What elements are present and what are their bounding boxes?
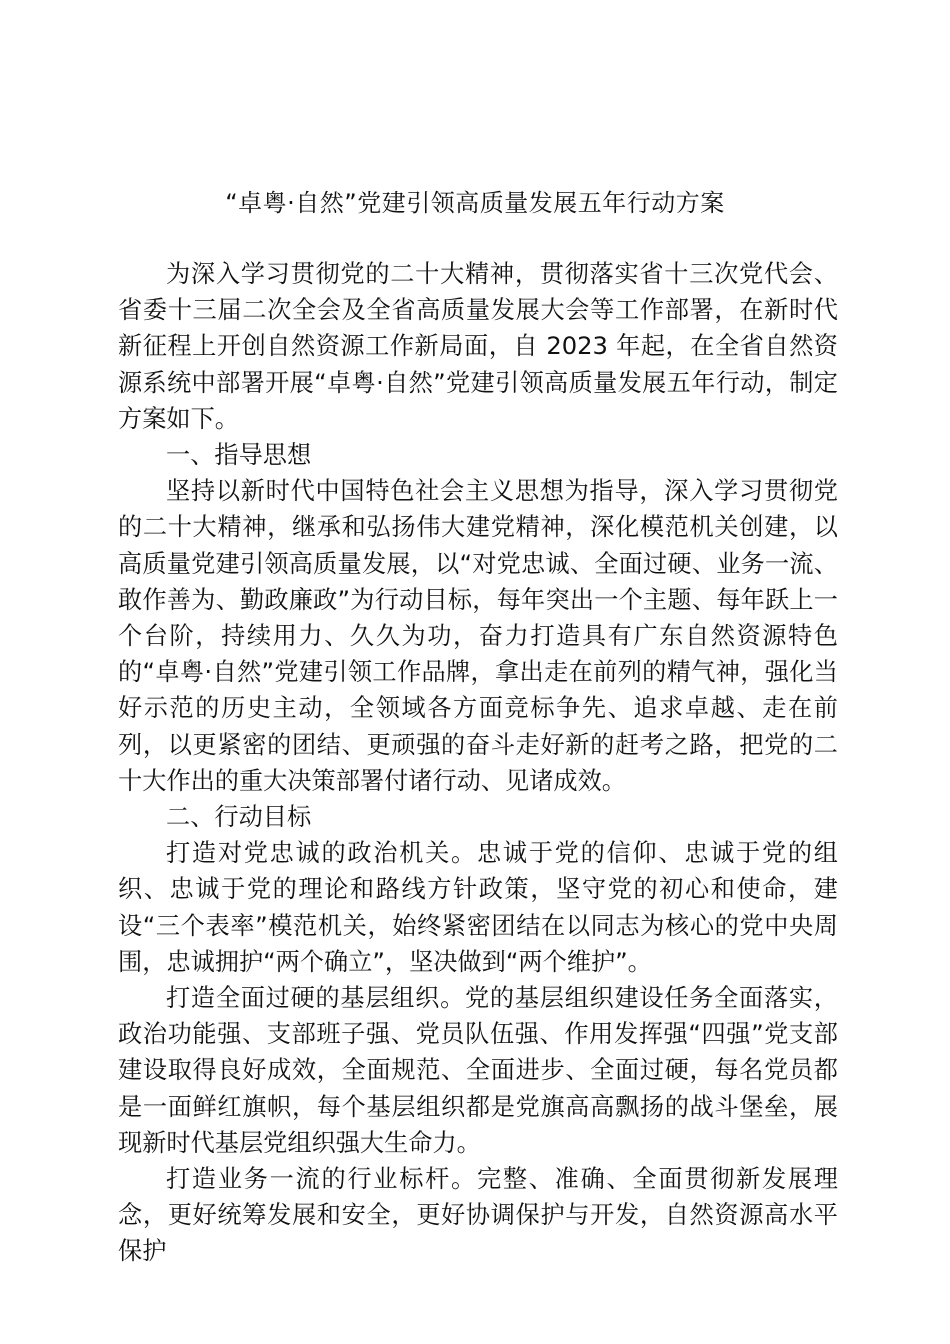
guiding-ideology-paragraph: 坚持以新时代中国特色社会主义思想为指导，深入学习贯彻党的二十大精神，继承和弘扬伟大建党精神，深化模范机关创建，以高质量党建引领高质量发展，以“对党忠诚、全面过硬、业务一流、敢作善为、勤政廉政”为行动目标，每年突出一个主题、每年跃上一个台阶，持续用力、久久为功，奋力打造具有广东自然资源特色的“卓粤·自然”党建引领工作品牌，拿出走在前列的精气神，强化当好示范的历史主动，全领域各方面竞标争先、追求卓越、走在前列，以更紧密的团结、更顽强的奋斗走好新的赶考之路，把党的二十大作出的重大决策部署付诸行动、见诸成效。	[118, 477, 838, 795]
section-heading-action-goals: 二、行动目标	[166, 803, 312, 832]
goal-political-organ-paragraph: 打造对党忠诚的政治机关。忠诚于党的信仰、忠诚于党的组织、忠诚于党的理论和路线方针政策，坚守党的初心和使命，建设“三个表率”模范机关，始终紧密团结在以同志为核心的党中央周围，忠诚拥护“两个确立”，坚决做到“两个维护”。	[118, 839, 838, 976]
intro-paragraph: 为深入学习贯彻党的二十大精神，贯彻落实省十三次党代会、省委十三届二次全会及全省高质量发展大会等工作部署，在新时代新征程上开创自然资源工作新局面，自 2023 年起，在全省自然资源系统中部署开展“卓粤·自然”党建引领高质量发展五年行动，制定方案如下。	[118, 260, 838, 433]
goal-industry-benchmark-paragraph: 打造业务一流的行业标杆。完整、准确、全面贯彻新发展理念，更好统筹发展和安全，更好协调保护与开发，自然资源高水平保护	[118, 1165, 838, 1266]
document-title: “卓粤·自然”党建引领高质量发展五年行动方案	[225, 189, 725, 217]
section-heading-guiding-ideology: 一、指导思想	[166, 441, 312, 470]
document-body	[118, 256, 838, 1270]
goal-grassroots-organization-paragraph: 打造全面过硬的基层组织。党的基层组织建设任务全面落实，政治功能强、支部班子强、党员队伍强、作用发挥强“四强”党支部建设取得良好成效，全面规范、全面进步、全面过硬，每名党员都是一面鲜红旗帜，每个基层组织都是党旗高高飘扬的战斗堡垒，展现新时代基层党组织强大生命力。	[118, 984, 838, 1157]
